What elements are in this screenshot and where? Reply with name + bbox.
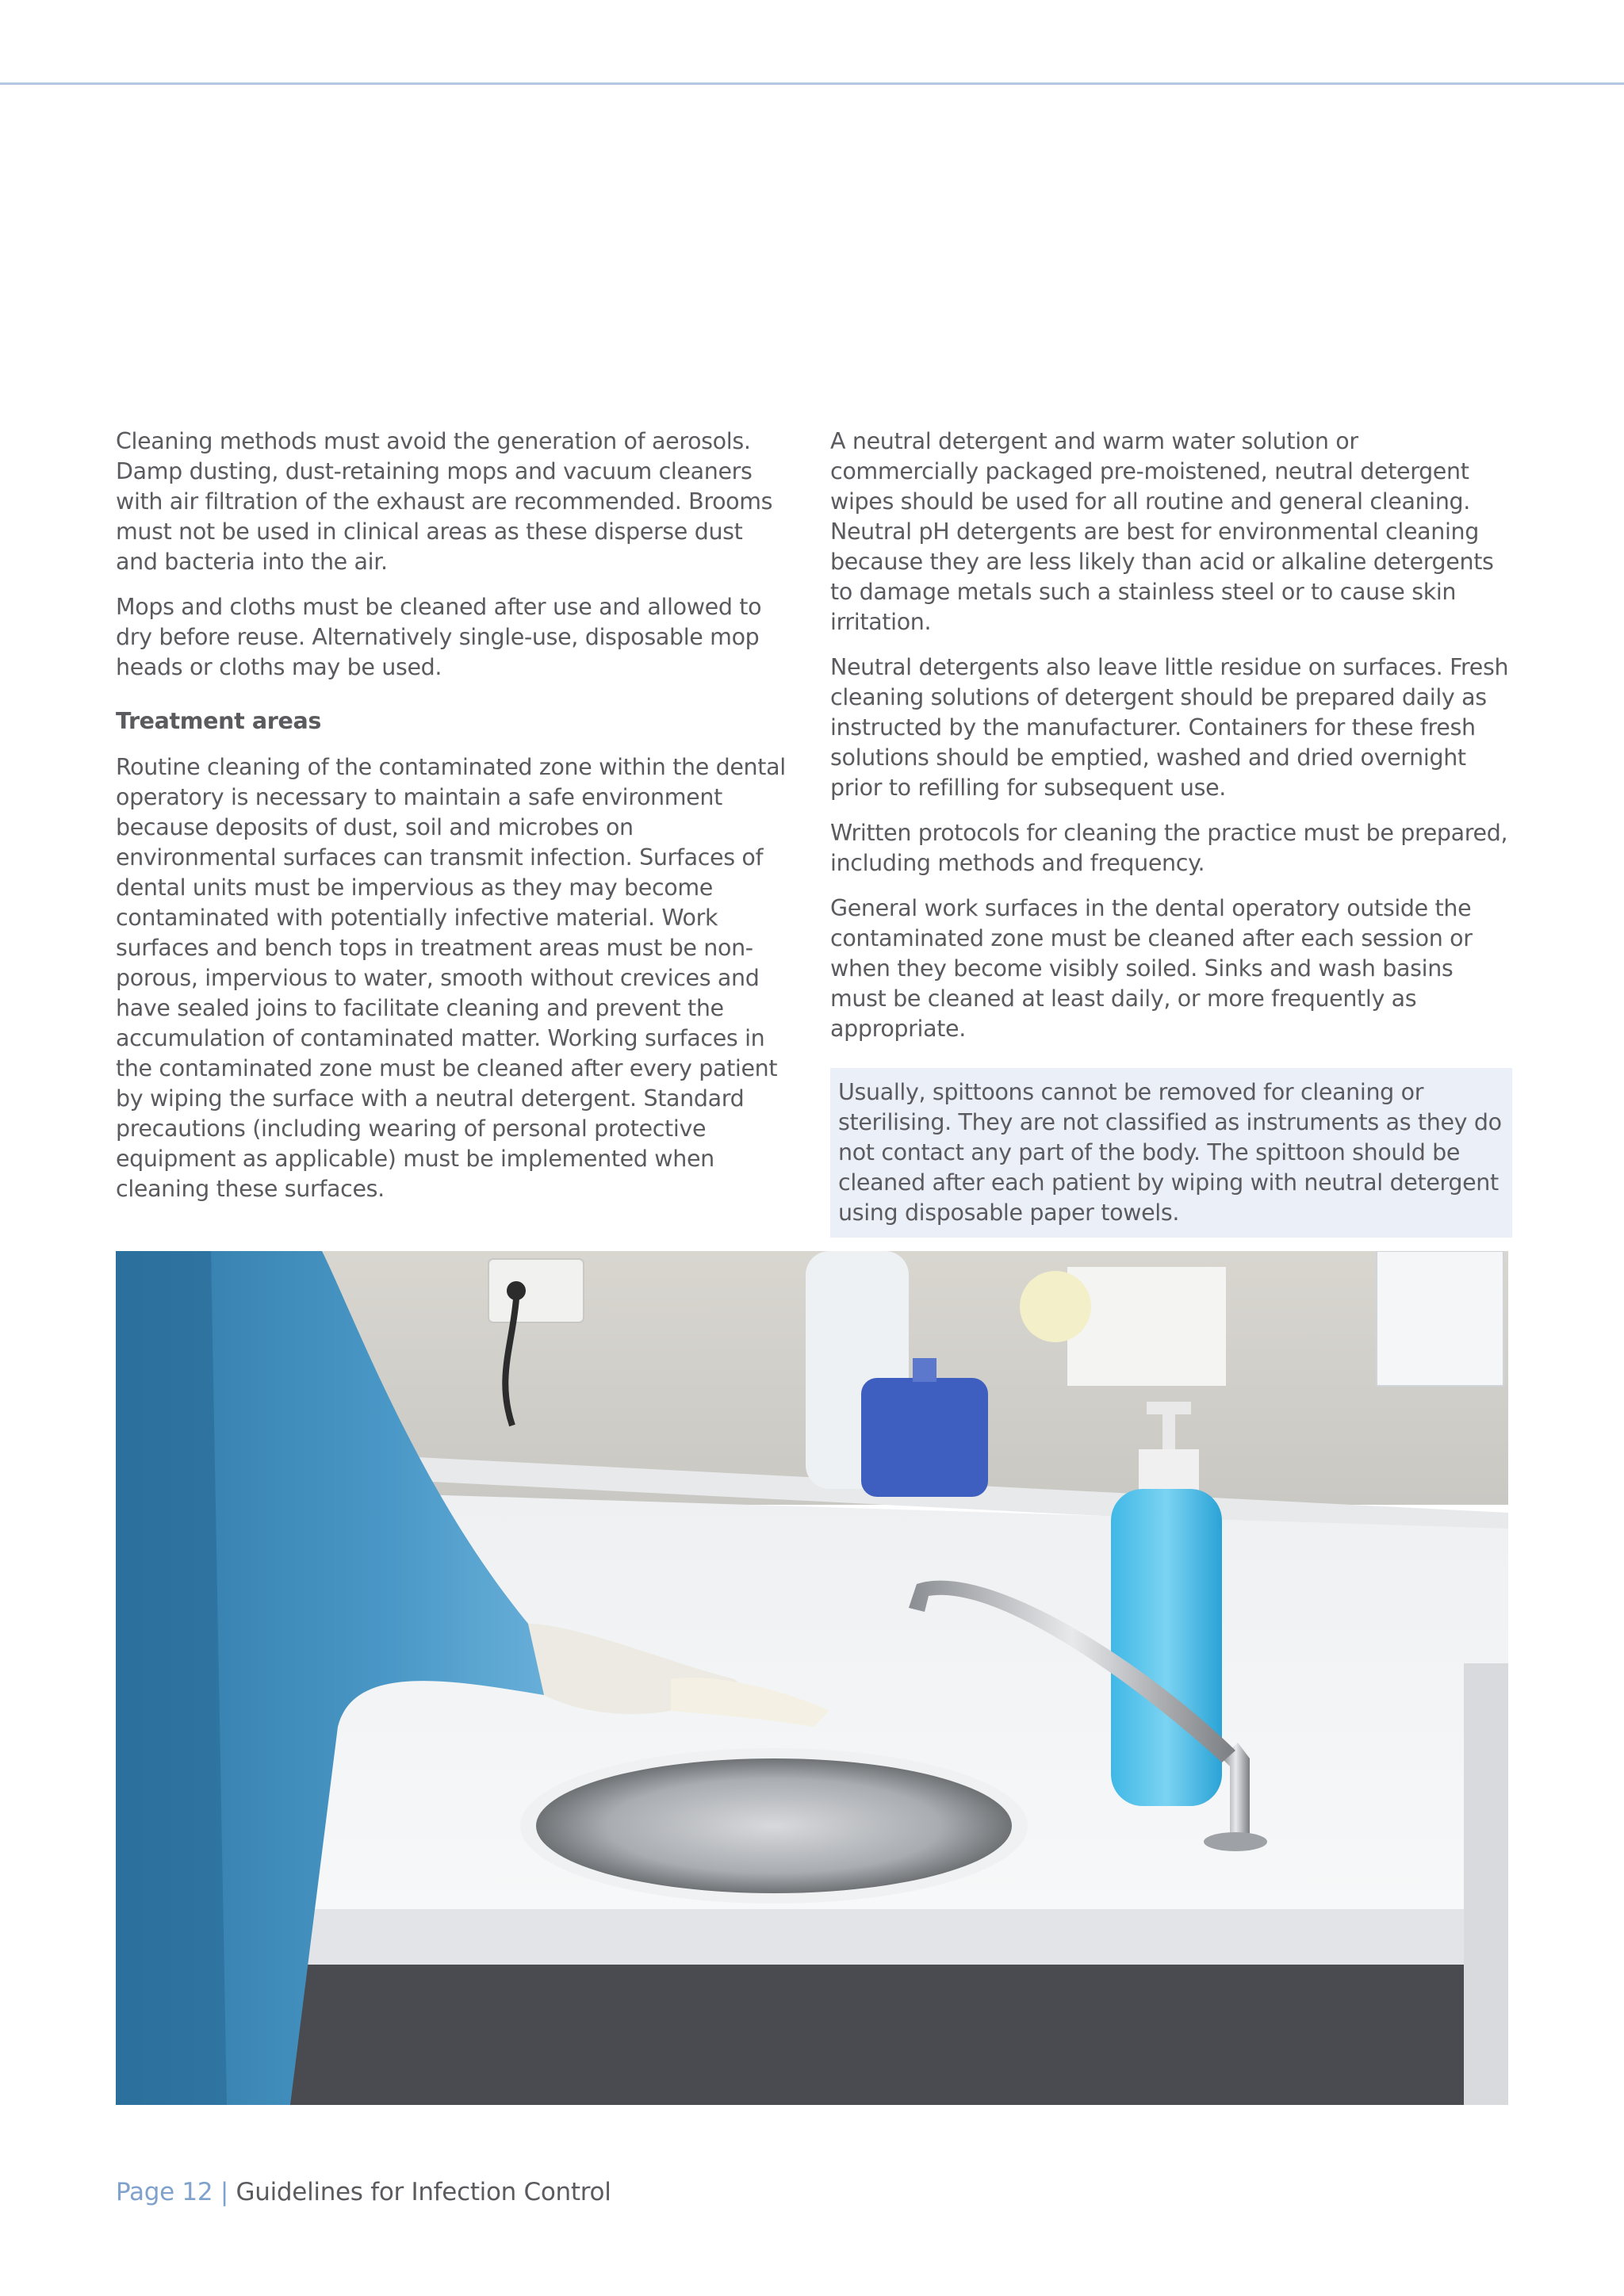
cleaning-bench-photo bbox=[116, 1251, 1508, 2105]
document-title: Guidelines for Infection Control bbox=[236, 2178, 611, 2206]
left-column bbox=[116, 427, 790, 1219]
right-column bbox=[830, 427, 1512, 1238]
paragraph-routine-cleaning: Routine cleaning of the contaminated zone within the dental operatory is necessary to maintain a safe environment because deposits of dust, soil and microbes on environmental surfaces can transmit infection. Surfaces of dental units must be impervious as they may become contaminated with potentially infective material. Work surfaces and bench tops in treatment areas must be non-porous, impervious to water, smooth without crevices and have sealed joins to facilitate cleaning and prevent the accumulation of contaminated matter. Working surfaces in the contaminated zone must be cleaned after every patient by wiping the surface with a neutral detergent. Standard precautions (including wearing of personal protective equipment as applicable) must be implemented when cleaning these surfaces. bbox=[116, 754, 786, 1202]
paragraph-neutral-detergent: A neutral detergent and warm water solution or commercially packaged pre-moistened, neutral detergent wipes should be used for all routine and general cleaning. Neutral pH detergents are best for environmental cleaning because they are less likely than acid or alkaline detergents to damage metals such a stainless steel or to cause skin irritation. bbox=[830, 428, 1494, 635]
page-footer bbox=[116, 2176, 611, 2208]
callout-text: Usually, spittoons cannot be removed for cleaning or sterilising. They are not classified as instruments as they do not contact any part of the body. The spittoon should be cleaned after each patient by wiping with neutral detergent using disposable paper towels. bbox=[838, 1079, 1502, 1226]
paragraph-general-surfaces: General work surfaces in the dental operatory outside the contaminated zone must be cleaned after each session or when they become visibly soiled. Sinks and wash basins must be cleaned at least daily, or more frequently as appropriate. bbox=[830, 895, 1473, 1042]
spittoon-callout-box bbox=[830, 1068, 1512, 1238]
page-number: Page 12 bbox=[116, 2178, 213, 2206]
header-rule bbox=[0, 82, 1624, 85]
footer-separator: | bbox=[220, 2178, 228, 2206]
section-heading-treatment-areas: Treatment areas bbox=[116, 708, 321, 734]
paragraph-mops-cloths: Mops and cloths must be cleaned after use and allowed to dry before reuse. Alternatively single-use, disposable mop heads or cloths may be used. bbox=[116, 594, 762, 680]
paragraph-written-protocols: Written protocols for cleaning the practice must be prepared, including methods and frequency. bbox=[830, 820, 1508, 876]
paragraph-residue: Neutral detergents also leave little residue on surfaces. Fresh cleaning solutions of detergent should be prepared daily as instructed by the manufacturer. Containers for these fresh solutions should be emptied, washed and dried overnight prior to refilling for subsequent use. bbox=[830, 654, 1509, 801]
paragraph-aerosols: Cleaning methods must avoid the generation of aerosols. Damp dusting, dust-retaining mops and vacuum cleaners with air filtration of the exhaust are recommended. Brooms must not be used in clinical areas as these disperse dust and bacteria into the air. bbox=[116, 428, 773, 575]
